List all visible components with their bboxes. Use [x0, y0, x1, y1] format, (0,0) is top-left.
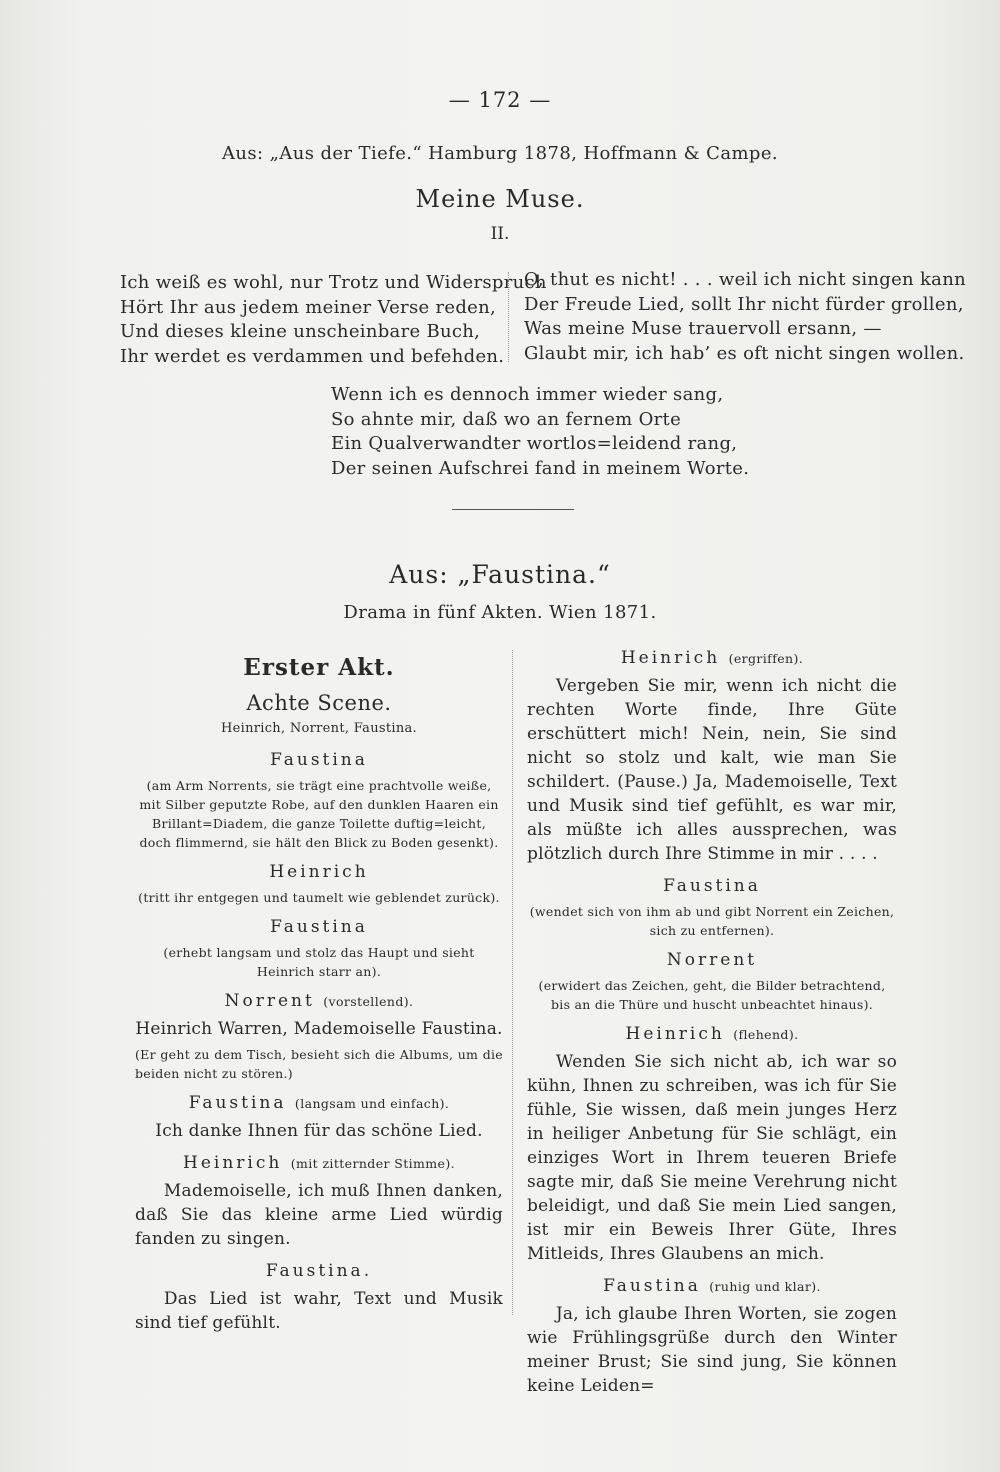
- stanza-right: [524, 268, 966, 366]
- stanza-left: [120, 271, 547, 369]
- speaker-label: Norrent: [666, 950, 758, 970]
- speech-text: Vergeben Sie mir, wenn ich nicht die rechten Worte finde, Ihre Güte erschüttert mich! Nein, nein, Sie sind nicht so stolz und kalt, wie man Sie schildert. (Pause.) Ja, Mademoiselle, Text und Musik sind tief gefühlt, es war mir, als müßte ich alles aussprechen, was plötzlich durch Ihre Stimme in mir . . . .: [527, 676, 897, 864]
- speech-text: Mademoiselle, ich muß Ihnen danken, daß Sie das kleine arme Lied würdig fanden zu singen.: [135, 1181, 503, 1249]
- speaker-label: Faustina: [270, 750, 368, 770]
- speaker-name: [135, 862, 503, 882]
- page-number: — 172 —: [448, 88, 552, 112]
- verse-line: Wenn ich es dennoch immer wieder sang,: [331, 384, 724, 405]
- poem-number: II.: [490, 224, 510, 244]
- verse-line: So ahnte mir, daß wo an fernem Orte: [331, 408, 682, 430]
- speaker-label: Faustina: [270, 917, 368, 937]
- stage-direction: (erwidert das Zeichen, geht, die Bilder betrachtend, bis an die Thüre und huscht unbeachtet hinaus).: [538, 978, 886, 1012]
- speaker-label: Faustina.: [265, 1261, 373, 1281]
- cast-list: Heinrich, Norrent, Faustina.: [220, 721, 417, 736]
- speaker-label: Heinrich: [183, 1153, 283, 1173]
- stage-direction: (am Arm Norrents, sie trägt eine prachtvolle weiße, mit Silber geputzte Robe, auf den dunklen Haaren ein Brillant=Diadem, die ganze Toilette duftig=leicht, doch flimmernd, sie hält den Blick zu Boden gesenkt).: [139, 778, 499, 850]
- drama-column-left: [135, 652, 503, 1339]
- verse-line: Der seinen Aufschrei fand in meinem Worte.: [331, 457, 750, 479]
- speaker-name: [527, 876, 897, 896]
- speaker-name: [135, 1261, 503, 1281]
- speaker-name: [527, 1024, 897, 1044]
- column-divider: [512, 650, 519, 1315]
- speaker-name: [527, 950, 897, 970]
- scene-title: Achte Scene.: [246, 691, 392, 715]
- speaker-label: Faustina: [603, 1276, 701, 1296]
- speaker-direction: (ruhig und klar).: [709, 1279, 821, 1294]
- verse-line: Der Freude Lied, sollt Ihr nicht fürder grollen,: [524, 293, 964, 315]
- speech-text: Ja, ich glaube Ihren Worten, sie zogen wie Frühlingsgrüße durch den Winter meiner Brust; Sie sind jung, Sie können keine Leiden=: [527, 1304, 897, 1396]
- source-line: Aus: „Aus der Tiefe.“ Hamburg 1878, Hoffmann & Campe.: [221, 143, 779, 164]
- speaker-label: Faustina: [188, 1093, 287, 1113]
- speech-text: Das Lied ist wahr, Text und Musik sind tief gefühlt.: [135, 1289, 503, 1333]
- speaker-direction: (langsam und einfach).: [294, 1096, 450, 1111]
- verse-line: Ihr werdet es verdammen und befehden.: [120, 345, 505, 367]
- speaker-direction: (flehend).: [733, 1027, 799, 1042]
- act-title: Erster Akt.: [243, 654, 395, 681]
- verse-line: Was meine Muse trauervoll ersann, —: [524, 318, 882, 339]
- stage-direction: (Er geht zu dem Tisch, besieht sich die Albums, um die beiden nicht zu stören.): [135, 1047, 503, 1081]
- verse-line: Ein Qualverwandter wortlos=leidend rang,: [331, 433, 738, 454]
- verse-line: O, thut es nicht! . . . weil ich nicht singen kann: [524, 269, 966, 290]
- stage-direction: (tritt ihr entgegen und taumelt wie geblendet zurück).: [138, 890, 500, 905]
- verse-line: Hört Ihr aus jedem meiner Verse reden,: [120, 296, 497, 318]
- column-divider: [508, 272, 515, 362]
- speaker-direction: (mit zitternder Stimme).: [290, 1156, 455, 1171]
- speaker-direction: (vorstellend).: [323, 994, 414, 1009]
- poem-title: Meine Muse.: [415, 185, 585, 213]
- speaker-label: Heinrich: [269, 862, 369, 882]
- speaker-name: [135, 991, 503, 1011]
- speaker-direction: (ergriffen).: [728, 651, 804, 666]
- stage-direction: (wendet sich von ihm ab und gibt Norrent ein Zeichen, sich zu entfernen).: [529, 904, 895, 938]
- stage-direction: (erhebt langsam und stolz das Haupt und sieht Heinrich starr an).: [163, 945, 475, 979]
- speaker-name: [527, 1276, 897, 1296]
- section-rule: [452, 509, 574, 510]
- speaker-name: [527, 648, 897, 668]
- drama-subtitle: Drama in fünf Akten. Wien 1871.: [343, 602, 657, 623]
- speaker-name: [135, 917, 503, 937]
- speech-text: Wenden Sie sich nicht ab, ich war so kühn, Ihnen zu schreiben, was ich für Sie fühle, Sie wissen, daß mein junges Herz in heiliger Anbetung für Sie schlägt, ein einziges Wort in Ihrem teueren Briefe sagte mir, daß Sie meine Verehrung nicht beleidigt, und daß Sie mein Lied sangen, ist mir ein Beweis Ihrer Güte, Ihres Mitleids, Ihres Glaubens an mich.: [527, 1052, 897, 1264]
- speaker-label: Norrent: [224, 991, 315, 1011]
- drama-column-right: [527, 648, 897, 1402]
- drama-title: Aus: „Faustina.“: [389, 560, 611, 589]
- verse-line: Und dieses kleine unscheinbare Buch,: [120, 321, 481, 342]
- speech-text: Heinrich Warren, Mademoiselle Faustina.: [135, 1019, 503, 1039]
- speech-text: Ich danke Ihnen für das schöne Lied.: [155, 1121, 483, 1141]
- speaker-label: Heinrich: [620, 648, 721, 668]
- speaker-label: Faustina: [663, 876, 761, 896]
- verse-line: Ich weiß es wohl, nur Trotz und Widerspruch: [120, 272, 547, 293]
- speaker-name: [135, 1153, 503, 1173]
- speaker-label: Heinrich: [625, 1024, 725, 1044]
- speaker-name: [135, 750, 503, 770]
- speaker-name: [135, 1093, 503, 1113]
- verse-line: Glaubt mir, ich hab’ es oft nicht singen wollen.: [524, 342, 965, 364]
- stanza-bottom: [331, 383, 749, 481]
